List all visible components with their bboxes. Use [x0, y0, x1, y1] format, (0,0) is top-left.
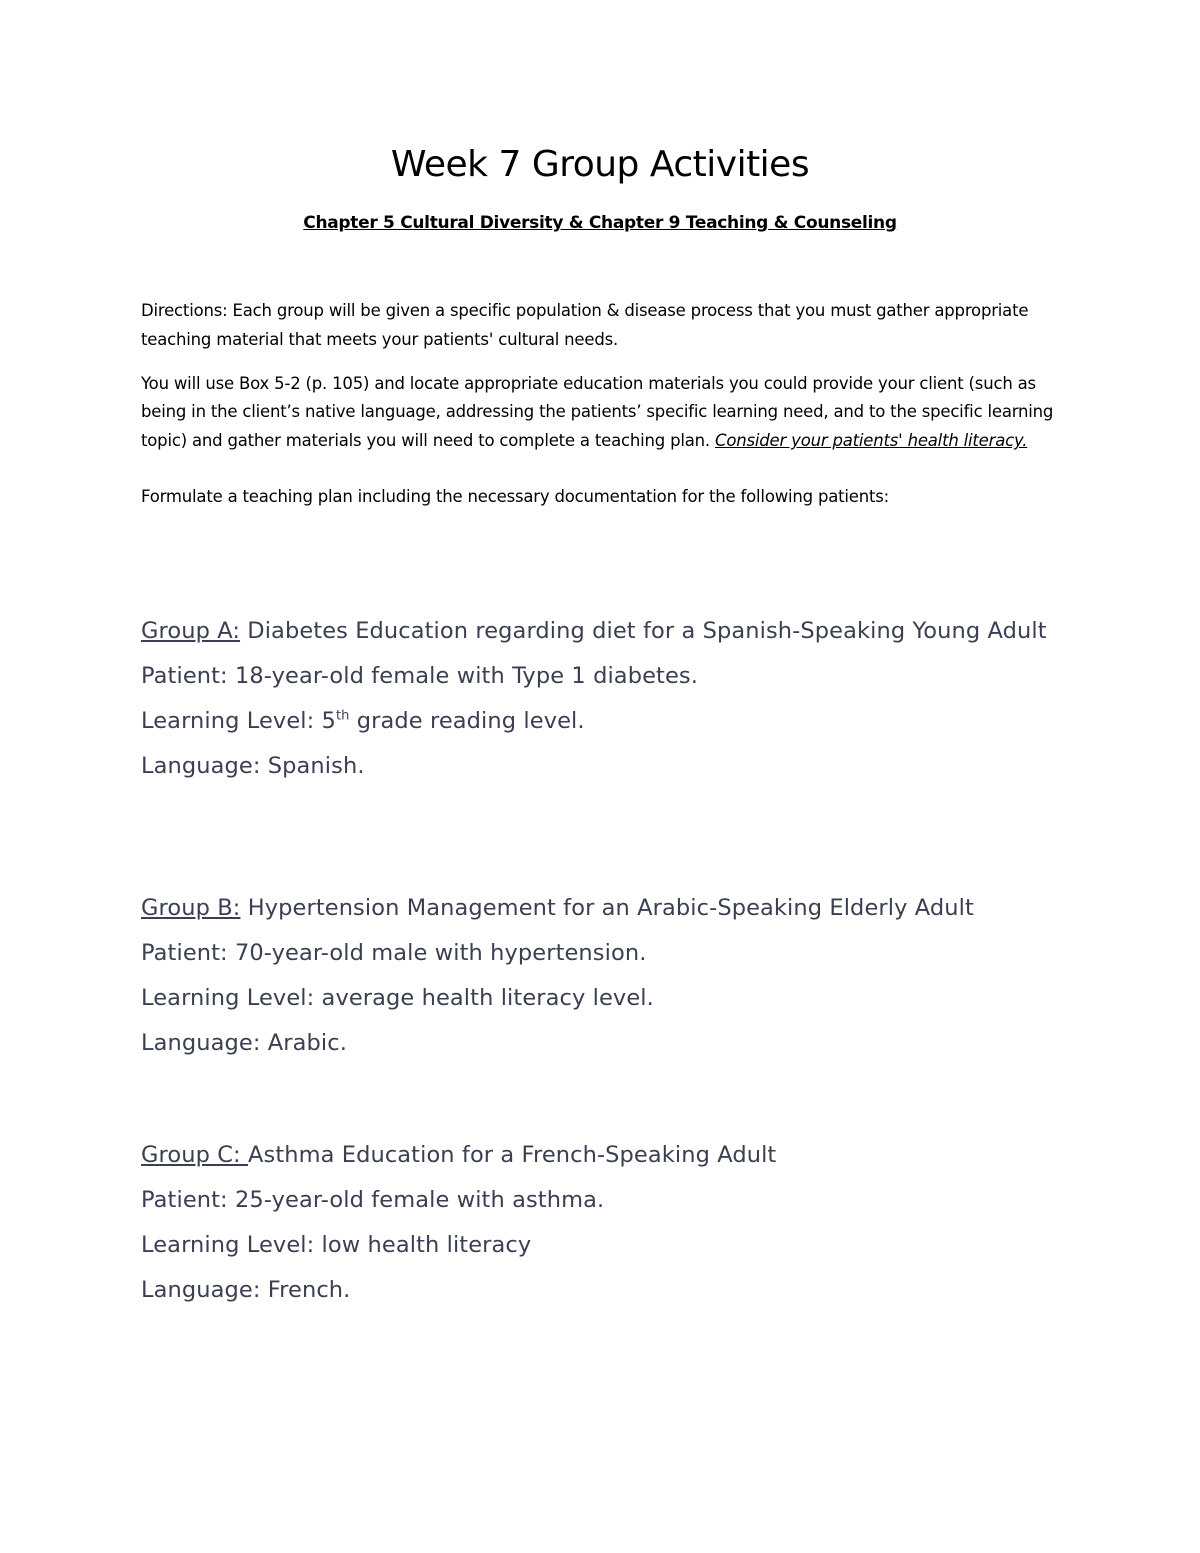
group-b-heading	[141, 893, 1061, 923]
group-c-language: Language: French.	[141, 1277, 351, 1303]
group-a-patient: Patient: 18-year-old female with Type 1 diabetes.	[141, 663, 698, 689]
group-b-section	[141, 893, 1061, 1073]
group-c-patient: Patient: 25-year-old female with asthma.	[141, 1187, 605, 1213]
group-c-title: Asthma Education for a French-Speaking Adult	[248, 1142, 777, 1168]
page-subtitle: Chapter 5 Cultural Diversity & Chapter 9 Teaching & Counseling	[303, 213, 897, 233]
group-a-section	[141, 616, 1061, 796]
learning-level-prefix: Learning Level: 5	[141, 708, 336, 734]
instructions-text: You will use Box 5-2 (p. 105) and locate appropriate education materials you could provide your client (such as being in the client’s native language, addressing the patients’ specific learning need, and to the specific learning topic) and gather materials you will need to complete a teaching plan.	[141, 373, 1054, 451]
formulate-paragraph: Formulate a teaching plan including the necessary documentation for the following patients:	[141, 486, 890, 506]
group-c-heading	[141, 1140, 1061, 1170]
health-literacy-emphasis: Consider your patients' health literacy.	[715, 431, 1028, 451]
group-c-label: Group C:	[141, 1142, 248, 1168]
group-a-label: Group A:	[141, 618, 241, 644]
group-c-learning-level: Learning Level: low health literacy	[141, 1232, 532, 1258]
group-c-section	[141, 1140, 1061, 1320]
instructions-paragraph	[141, 370, 1061, 456]
group-a-learning-level	[141, 706, 1061, 736]
group-b-label: Group B:	[141, 895, 241, 921]
page-title: Week 7 Group Activities	[390, 144, 810, 185]
directions-paragraph: Directions: Each group will be given a specific population & disease process that you must gather appropriate teaching material that meets your patients' cultural needs.	[141, 301, 1029, 349]
group-a-language: Language: Spanish.	[141, 753, 365, 779]
ordinal-superscript: th	[335, 708, 350, 724]
group-b-title: Hypertension Management for an Arabic-Speaking Elderly Adult	[240, 895, 974, 921]
learning-level-suffix: grade reading level.	[349, 708, 585, 734]
group-a-heading	[141, 616, 1061, 646]
group-b-language: Language: Arabic.	[141, 1030, 347, 1056]
group-a-title: Diabetes Education regarding diet for a Spanish-Speaking Young Adult	[240, 618, 1047, 644]
directions-section	[141, 297, 1061, 527]
group-b-patient: Patient: 70-year-old male with hypertension.	[141, 940, 647, 966]
group-b-learning-level: Learning Level: average health literacy level.	[141, 985, 654, 1011]
